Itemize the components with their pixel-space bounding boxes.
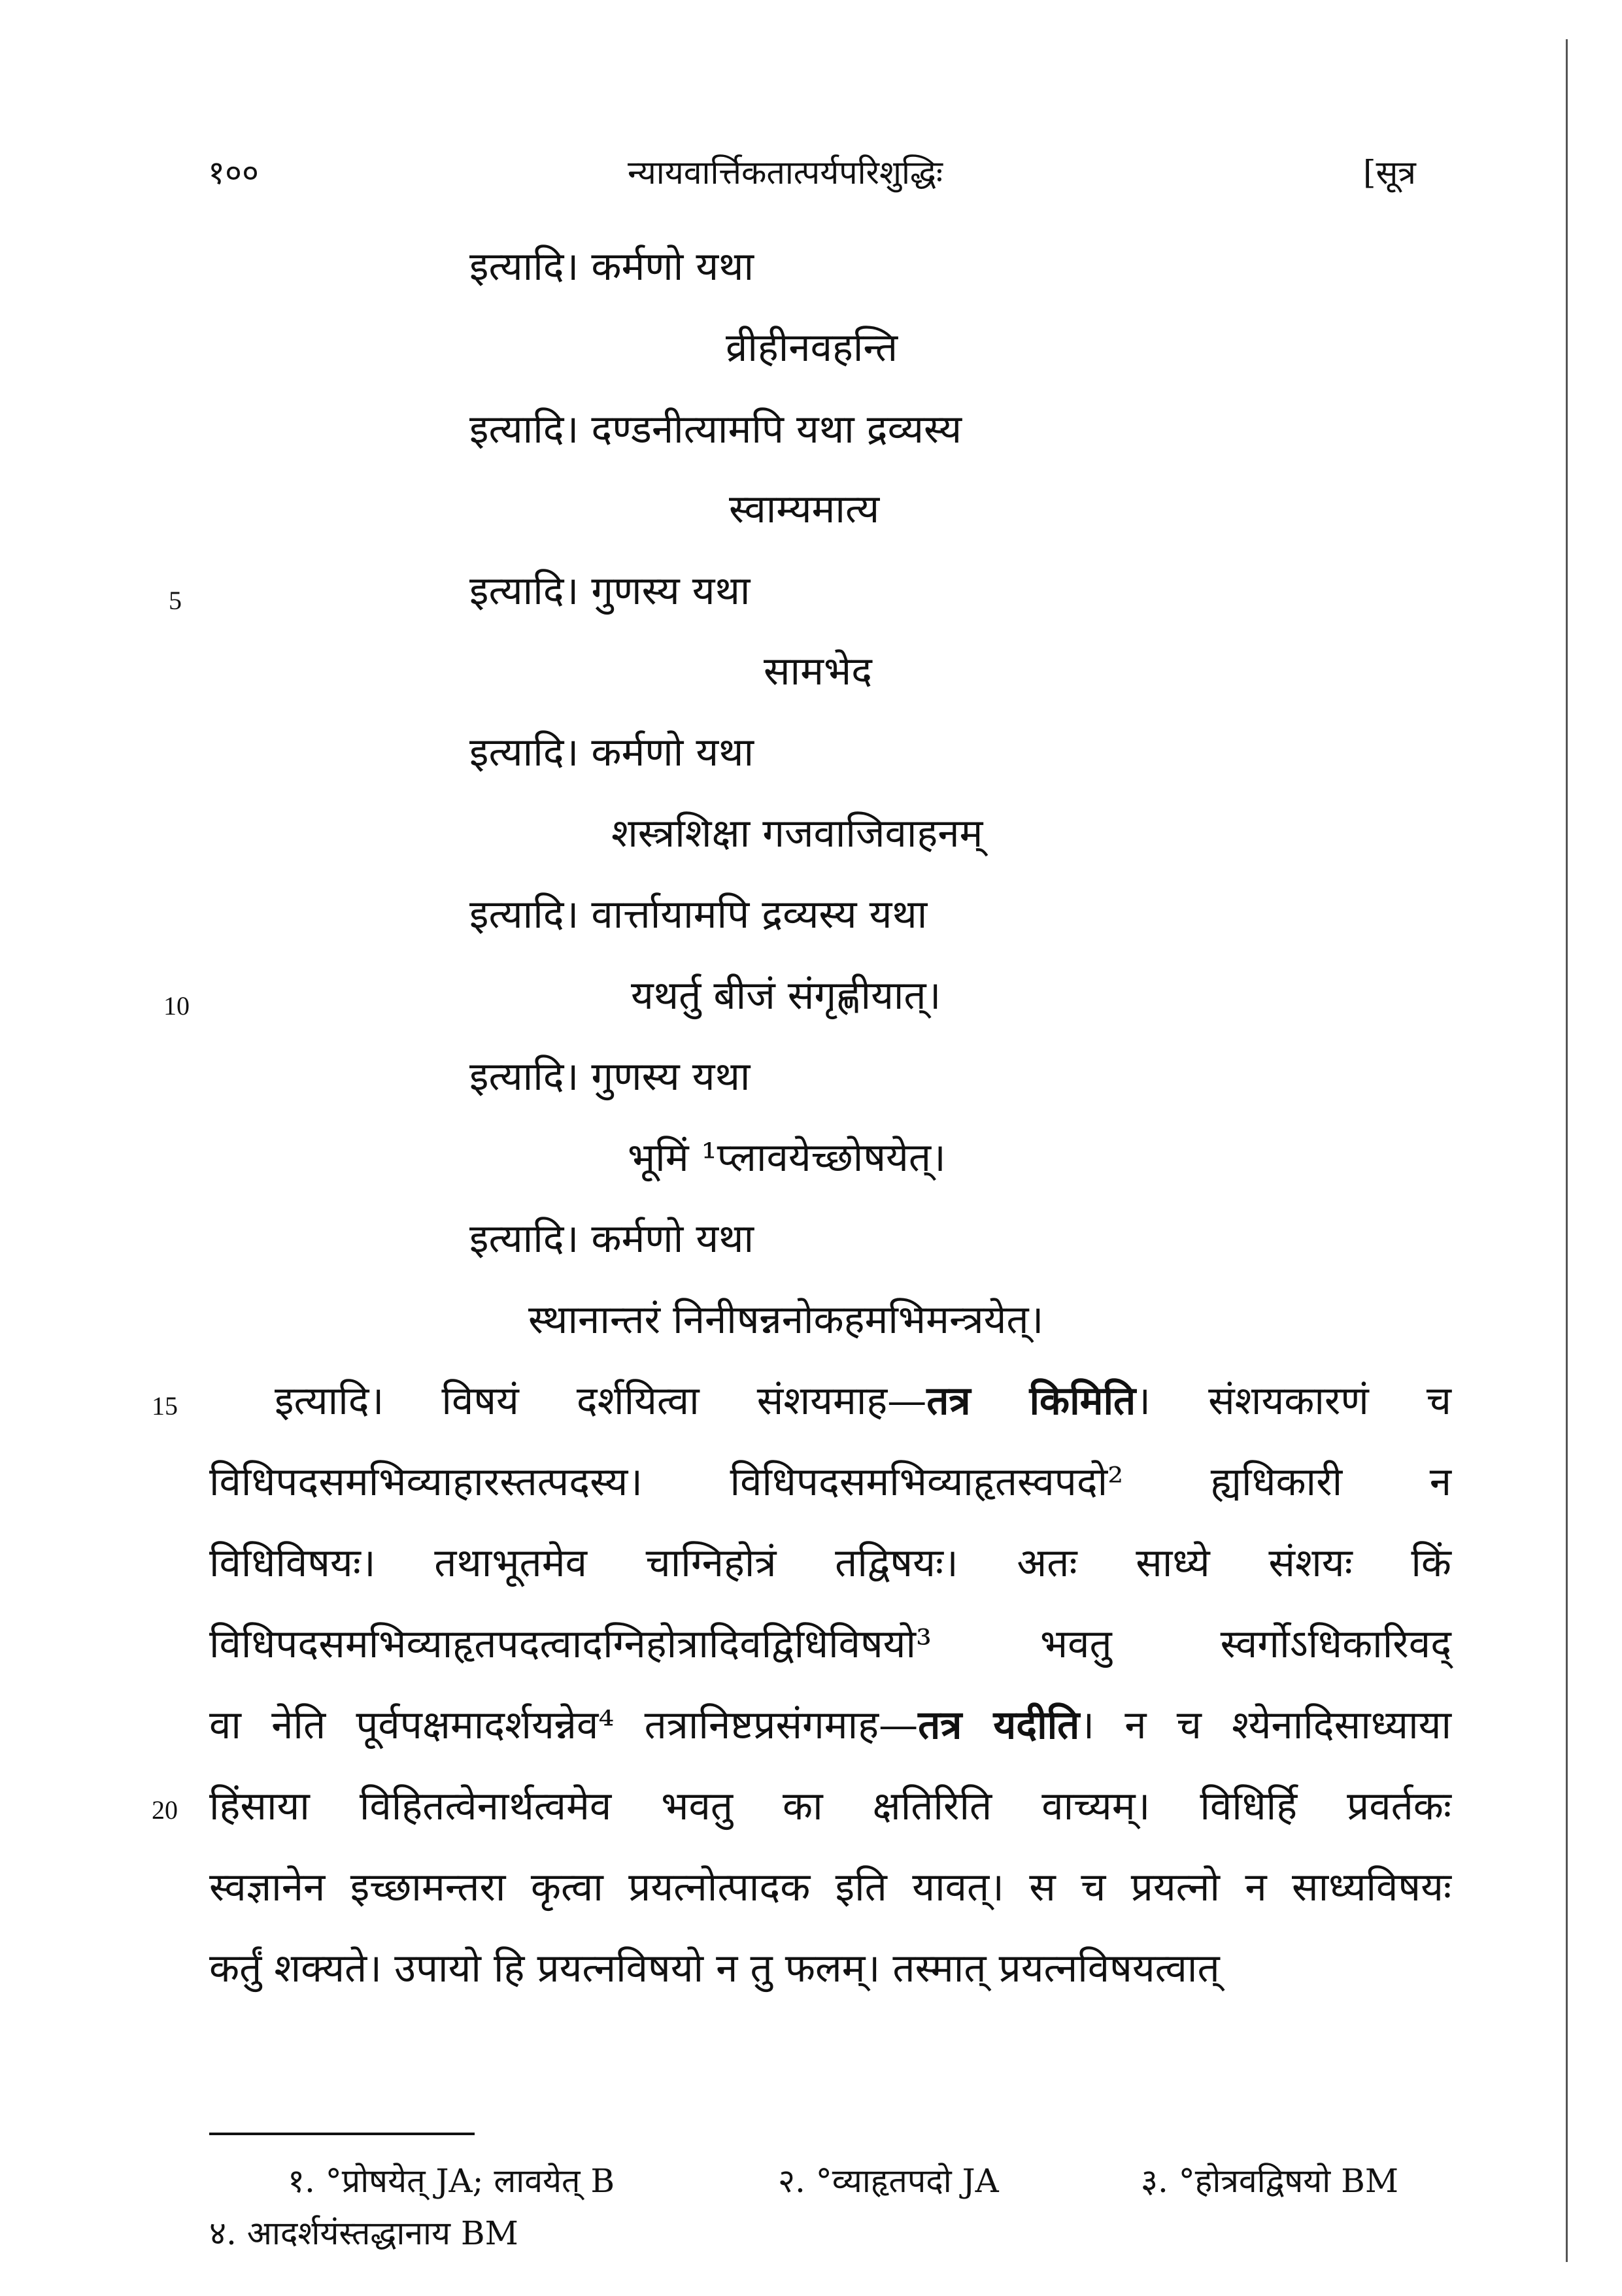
- line-number-5: 5: [169, 586, 182, 615]
- line-number-20: 20: [152, 1795, 178, 1825]
- text-line: इत्यादि। गुणस्य यथा: [469, 1054, 751, 1100]
- footnote-rule: [209, 2133, 475, 2135]
- quote-line: स्थानान्तरं निनीषन्ननोकहमभिमन्त्रयेत्।: [528, 1297, 1044, 1343]
- footnote-2: २. °व्याहृतपदो JA: [778, 2162, 999, 2200]
- page-edge-line: [1566, 39, 1568, 2262]
- quote-line: भूमिं ¹प्लावयेच्छोषयेत्।: [628, 1135, 946, 1181]
- page-number: १००: [208, 154, 259, 192]
- line-number-15: 15: [152, 1391, 178, 1421]
- paragraph-line: विधिपदसमभिव्याहृतपदत्वादग्निहोत्रादिवद्विधिविषयो³ भवतु स्वर्गोऽधिकारिवद्: [209, 1621, 1451, 1667]
- text-line: इत्यादि। दण्डनीत्यामपि यथा द्रव्यस्य: [469, 407, 962, 452]
- line-number-10: 10: [163, 991, 190, 1021]
- paragraph-line: इत्यादि। विषयं दर्शयित्वा संशयमाह—तत्र किमिति। संशयकारणं च: [275, 1378, 1451, 1424]
- text-line: इत्यादि। कर्मणो यथा: [469, 244, 754, 290]
- quote-line: स्वाम्यमात्य: [729, 486, 880, 532]
- paragraph-line: स्वज्ञानेन इच्छामन्तरा कृत्वा प्रयत्नोत्पादक इति यावत्। स च प्रयत्नो न साध्यविषयः: [209, 1865, 1451, 1910]
- paragraph-line: वा नेति पूर्वपक्षमादर्शयन्नेव⁴ तत्रानिष्टप्रसंगमाह—तत्र यदीति। न च श्येनादिसाध्याया: [209, 1702, 1451, 1748]
- paragraph-line: कर्तुं शक्यते। उपायो हि प्रयत्नविषयो न तु फलम्। तस्मात् प्रयत्नविषयत्वात्: [209, 1946, 1220, 1991]
- text-line: इत्यादि। कर्मणो यथा: [469, 1216, 754, 1262]
- bold-lemma: तत्र यदीति: [918, 1702, 1080, 1748]
- running-title: न्यायवार्त्तिकतात्पर्यपरिशुद्धिः: [628, 154, 943, 192]
- text-line: इत्यादि। कर्मणो यथा: [469, 730, 754, 775]
- footnote-3: ३. °होत्रवद्विषयो BM: [1141, 2162, 1399, 2200]
- quote-line: यथर्तु बीजं संगृह्णीयात्।: [631, 973, 941, 1019]
- quote-line: सामभेद: [764, 649, 873, 694]
- text-line: इत्यादि। गुणस्य यथा: [469, 568, 751, 614]
- bold-lemma: तत्र किमिति: [926, 1378, 1136, 1424]
- quote-line: व्रीहीनवहन्ति: [726, 325, 898, 371]
- quote-line: शस्त्रशिक्षा गजवाजिवाहनम्: [611, 811, 983, 856]
- footnote-1: १. °प्रोषयेत् JA; लावयेत् B: [288, 2162, 615, 2200]
- paragraph-line: विधिपदसमभिव्याहारस्तत्पदस्य। विधिपदसमभिव्याहृतस्वपदो² ह्यधिकारी न: [209, 1459, 1451, 1505]
- footnote-4: ४. आदर्शयंस्तद्धानाय BM: [209, 2214, 518, 2252]
- paragraph-line: विधिविषयः। तथाभूतमेव चाग्निहोत्रं तद्विषयः। अतः साध्ये संशयः किं: [209, 1540, 1451, 1586]
- text-line: इत्यादि। वार्त्तायामपि द्रव्यस्य यथा: [469, 892, 928, 937]
- paragraph-line: हिंसाया विहितत्वेनार्थत्वमेव भवतु का क्षतिरिति वाच्यम्। विधिर्हि प्रवर्तकः: [209, 1783, 1451, 1829]
- section-label: [सूत्र: [1363, 154, 1416, 192]
